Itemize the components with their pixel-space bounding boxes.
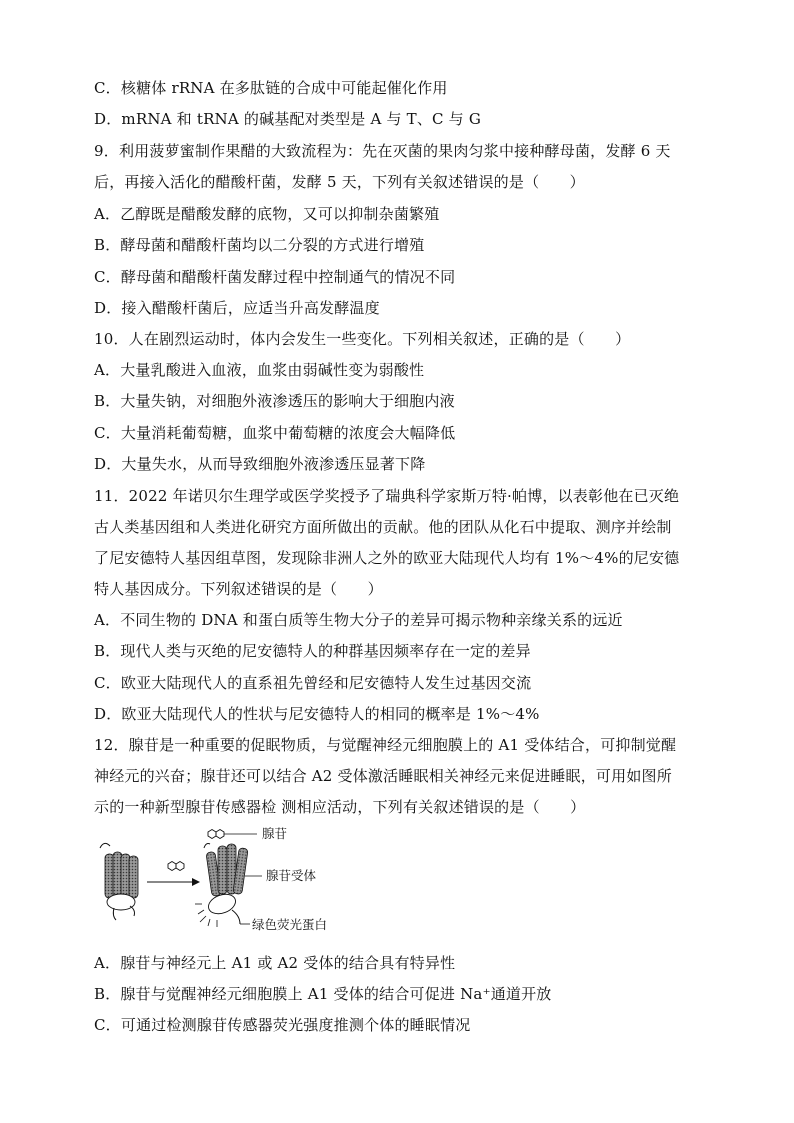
inactive-receptor [100,843,138,920]
option-12c: C．可通过检测腺苷传感器荧光强度推测个体的睡眠情况 [94,1016,471,1034]
option-11c: C．欧亚大陆现代人的直系祖先曾经和尼安德特人发生过基因交流 [94,674,532,692]
option-11b: B．现代人类与灭绝的尼安德特人的种群基因频率存在一定的差异 [94,642,531,660]
arrow [147,878,200,886]
question-11-line-3: 了尼安德特人基因组草图，发现除非洲人之外的欧亚大陆现代人均有 1%～4%的尼安德 [94,549,680,567]
question-12-line-1: 12．腺苷是一种重要的促眠物质，与觉醒神经元细胞膜上的 A1 受体结合，可抑制觉醒 [94,736,677,754]
option-12b: B．腺苷与觉醒神经元细胞膜上 A1 受体的结合可促进 Na⁺通道开放 [94,985,552,1003]
option-10a: A．大量乳酸进入血液，血浆由弱碱性变为弱酸性 [94,361,425,379]
option-11d: D．欧亚大陆现代人的性状与尼安德特人的相同的概率是 1%～4% [94,705,540,723]
question-12-line-2: 神经元的兴奋；腺苷还可以结合 A2 受体激活睡眠相关神经元来促进睡眠，可用如图所 [94,767,672,785]
active-receptor [204,844,262,925]
option-10b: B．大量失钠，对细胞外液渗透压的影响大于细胞内液 [94,392,455,410]
option-9b: B．酵母菌和醋酸杆菌均以二分裂的方式进行增殖 [94,236,425,254]
option-9a: A．乙醇既是醋酸发酵的底物，又可以抑制杂菌繁殖 [94,205,440,223]
option-11a: A．不同生物的 DNA 和蛋白质等生物大分子的差异可揭示物种亲缘关系的远近 [94,611,623,629]
option-8c: C．核糖体 rRNA 在多肽链的合成中可能起催化作用 [94,79,448,97]
option-9d: D．接入醋酸杆菌后，应适当升高发酵温度 [94,299,380,317]
label-green-fluorescent-protein: 绿色荧光蛋白 [252,917,328,932]
question-11-line-1: 11．2022 年诺贝尔生理学或医学奖授予了瑞典科学家斯万特·帕博，以表彰他在已灭绝 [94,487,680,505]
option-10c: C．大量消耗葡萄糖，血浆中葡萄糖的浓度会大幅降低 [94,424,456,442]
option-10d: D．大量失水，从而导致细胞外液渗透压显著下降 [94,455,426,473]
label-adenosine: 腺苷 [262,826,288,841]
adenosine-molecule-bound [208,830,257,839]
question-11-line-2: 古人类基因组和人类进化研究方面所做出的贡献。他的团队从化石中提取、测序并绘制 [94,518,672,536]
question-11-line-4: 特人基因成分。下列叙述错误的是（ ） [94,580,383,598]
question-9-line-2: 后，再接入活化的醋酸杆菌，发酵 5 天，下列有关叙述错误的是（ ） [94,173,585,191]
adenosine-molecule-free [168,862,184,871]
option-8d: D．mRNA 和 tRNA 的碱基配对类型是 A 与 T、C 与 G [94,110,482,128]
question-9-line-1: 9．利用菠萝蜜制作果醋的大致流程为：先在灭菌的果肉匀浆中接种酵母菌，发酵 6 天 [94,142,671,160]
question-10: 10．人在剧烈运动时，体内会发生一些变化。下列相关叙述，正确的是（ ） [94,330,631,348]
question-12-line-3: 示的一种新型腺苷传感器检 测相应活动，下列有关叙述错误的是（ ） [94,798,586,816]
label-adenosine-receptor: 腺苷受体 [266,868,317,883]
option-9c: C．酵母菌和醋酸杆菌发酵过程中控制通气的情况不同 [94,268,456,286]
option-12a: A．腺苷与神经元上 A1 或 A2 受体的结合具有特异性 [94,954,456,972]
adenosine-sensor-figure [92,826,352,938]
